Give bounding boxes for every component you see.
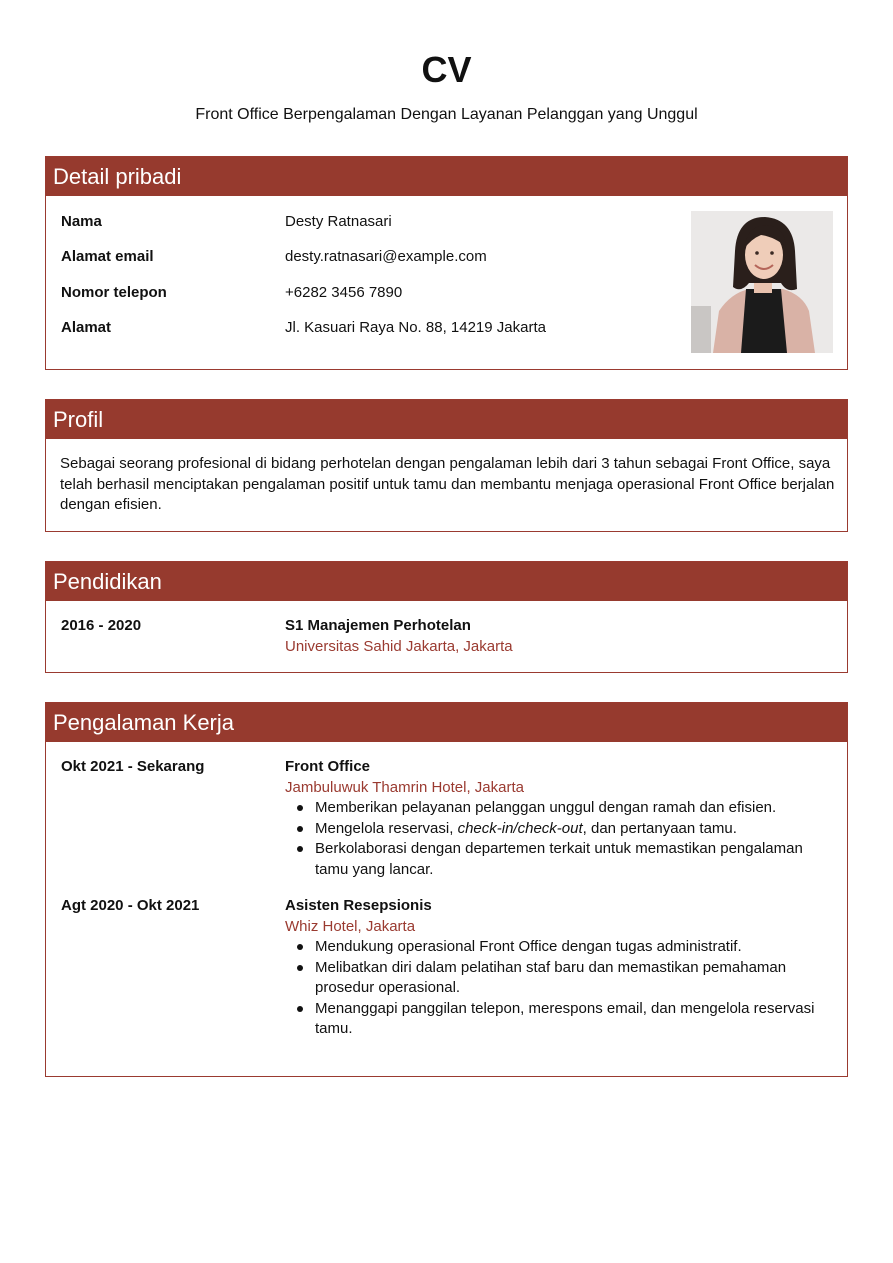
cv-subtitle: Front Office Berpengalaman Dengan Layanan Pelanggan yang Unggul: [195, 106, 698, 123]
bullet-item: [285, 819, 825, 840]
bullet-italic-text: check-in/check-out: [457, 819, 583, 837]
entry-title: Front Office: [285, 758, 370, 775]
experience-entry: [285, 757, 825, 880]
experience-section: [45, 702, 848, 1077]
experience-entry: [285, 896, 825, 1040]
profile-text: Sebagai seorang profesional di bidang perhotelan dengan pengalaman lebih dari 3 tahun sebagai Front Office, saya telah berhasil menciptakan pengalaman positif untuk tamu dan membantu menjaga operasional Front Office berjalan dengan efisien.: [60, 455, 835, 513]
personal-details-section: [45, 156, 848, 370]
bullet-item: Memberikan pelayanan pelanggan unggul dengan ramah dan efisien.: [285, 798, 825, 819]
entry-place: Whiz Hotel, Jakarta: [285, 917, 416, 935]
field-value-name: Desty Ratnasari: [285, 213, 392, 230]
bullet-item: Menanggapi panggilan telepon, merespons email, dan mengelola reservasi tamu.: [285, 999, 825, 1040]
field-value-email: desty.ratnasari@example.com: [285, 248, 487, 265]
bullet-text: , dan pertanyaan tamu.: [582, 819, 737, 837]
field-row-name: [61, 212, 102, 232]
entry-date: Agt 2020 - Okt 2021: [61, 897, 200, 914]
entry-date: 2016 - 2020: [61, 617, 142, 634]
field-label: Alamat email: [61, 248, 154, 265]
entry-title: Asisten Resepsionis: [285, 897, 432, 914]
bullet-item: Mendukung operasional Front Office dengan tugas administratif.: [285, 937, 825, 958]
section-heading: Detail pribadi: [46, 157, 847, 196]
bullet-item: Berkolaborasi dengan departemen terkait untuk memastikan pengalaman tamu yang lancar.: [285, 839, 825, 880]
field-label: Alamat: [61, 319, 112, 336]
field-value-phone: +6282 3456 7890: [285, 284, 403, 301]
field-value-address: Jl. Kasuari Raya No. 88, 14219 Jakarta: [285, 319, 546, 336]
profile-section: [45, 399, 848, 532]
field-label: Nomor telepon: [61, 284, 167, 301]
section-heading: Pendidikan: [46, 562, 847, 601]
entry-date: Okt 2021 - Sekarang: [61, 758, 205, 775]
bullet-list: [285, 937, 825, 1040]
field-row-address: [61, 318, 111, 338]
bullet-text: Mengelola reservasi,: [315, 819, 458, 837]
education-entry: [285, 616, 825, 657]
field-row-phone: [61, 283, 167, 303]
section-heading: Profil: [46, 400, 847, 439]
education-section: [45, 561, 848, 673]
bullet-item: Melibatkan diri dalam pelatihan staf baru dan memastikan pemahaman prosedur operasional.: [285, 958, 825, 999]
profile-photo: [691, 211, 833, 353]
entry-place: Universitas Sahid Jakarta, Jakarta: [285, 637, 513, 655]
field-row-email: [61, 247, 154, 267]
cv-title: CV: [421, 49, 472, 90]
entry-title: S1 Manajemen Perhotelan: [285, 617, 471, 634]
field-label: Nama: [61, 213, 102, 230]
bullet-list: [285, 798, 825, 880]
section-heading: Pengalaman Kerja: [46, 703, 847, 742]
entry-place: Jambuluwuk Thamrin Hotel, Jakarta: [285, 778, 524, 796]
